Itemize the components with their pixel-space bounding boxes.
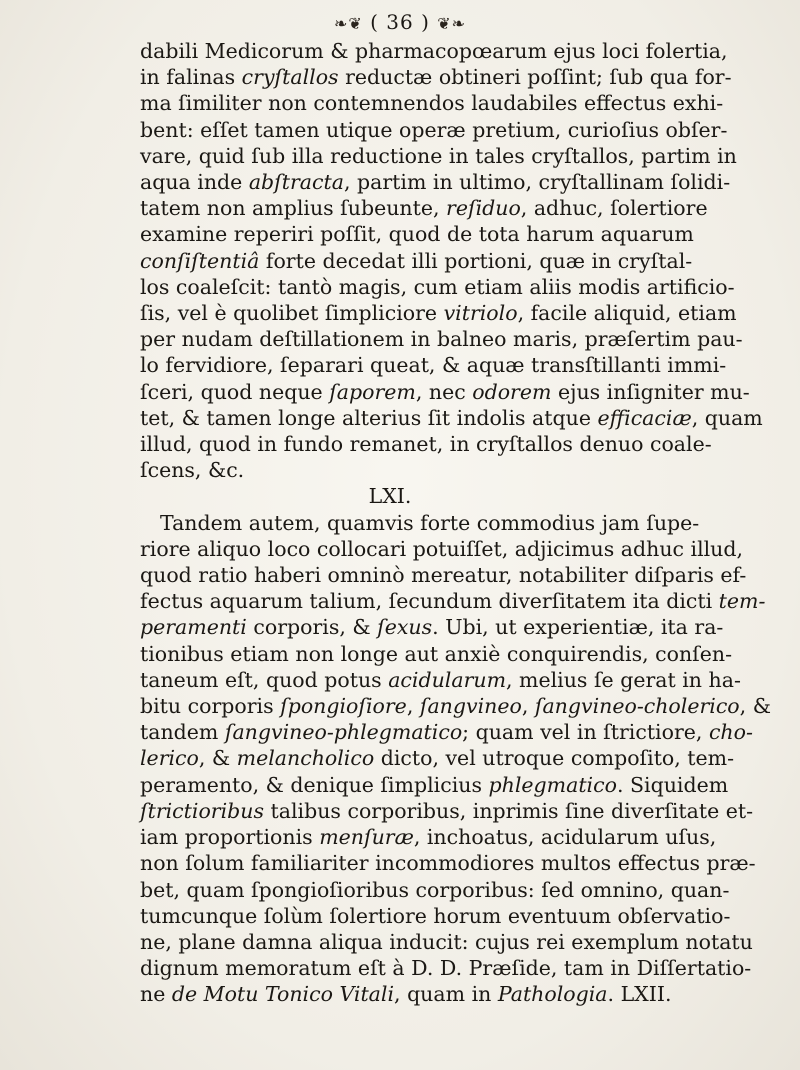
ornament-left-icon: ❧❦	[333, 14, 363, 33]
italic-term: phlegmatico	[488, 772, 617, 797]
text-line: ſis, vel è quolibet ſimpliciore vitriolo, facile aliquid, etiam	[140, 301, 737, 326]
text-line: ſceri, quod neque ſaporem, nec odorem ejus inſigniter mu-	[140, 379, 750, 404]
page-number: ( 36 )	[370, 10, 430, 34]
text-line: ma ſimiliter non contemnendos laudabiles effectus exhi-	[140, 91, 724, 116]
italic-term: de Motu Tonico Vitali	[171, 982, 395, 1007]
text-line: illud, quod in fundo remanet, in cryſtallos denuo coale-	[140, 432, 712, 457]
text-line: tumcunque ſolùm ſolertiore horum eventuum obſervatio-	[140, 903, 731, 928]
italic-term: odorem	[472, 379, 552, 404]
italic-term: efficaciæ	[597, 405, 692, 430]
text-line: taneum eſt, quod potus acidularum, melius ſe gerat in ha-	[140, 667, 741, 692]
ornament-right-icon: ❦❧	[437, 14, 467, 33]
italic-term: tem-	[718, 589, 766, 614]
page-header	[0, 10, 800, 34]
italic-term: ſangvineo-phlegmatico	[224, 720, 463, 745]
italic-term: lerico	[140, 746, 199, 771]
text-line: dabili Medicorum & pharmacopœarum ejus loci folertia,	[140, 39, 728, 63]
paragraph-1	[140, 38, 763, 483]
body-text	[140, 38, 771, 1008]
text-line: ſtrictioribus talibus corporibus, inprimis ſine diverſitate et-	[140, 798, 754, 823]
text-line: riore aliquo loco collocari potuiſſet, adjicimus adhuc illud,	[140, 536, 744, 561]
italic-term: acidularum	[388, 667, 507, 692]
italic-term: melancholico	[236, 746, 375, 771]
text-line: dignum memoratum eſt à D. D. Præſide, tam in Diſſertatio-	[140, 956, 752, 981]
text-line: lerico, & melancholico dicto, vel utroque compoſito, tem-	[140, 746, 735, 771]
italic-term: ſtrictioribus	[140, 798, 265, 823]
italic-term: ſpongioſiore	[280, 694, 407, 719]
text-line: conſiſtentiâ forte decedat illi portioni, quæ in cryſtal-	[140, 248, 693, 273]
paragraph-2	[140, 510, 771, 1008]
italic-term: ſexus	[377, 615, 433, 640]
text-line: non ſolum familiariter incommodiores multos effectus præ-	[140, 851, 756, 876]
text-line: Tandem autem, quamvis forte commodius jam ſupe-	[160, 510, 700, 535]
text-line: lo fervidiore, ſeparari queat, & aquæ transſtillanti immi-	[140, 353, 727, 378]
italic-term: menſuræ	[319, 825, 414, 850]
text-line: ſcens, &c.	[140, 458, 245, 483]
text-line: los coaleſcit: tantò magis, cum etiam aliis modis artificio-	[140, 274, 735, 299]
text-line: in falinas cryſtallos reductæ obtineri poſſint; ſub qua for-	[140, 65, 732, 90]
text-line: quod ratio haberi omninò mereatur, notabiliter diſparis ef-	[140, 563, 747, 588]
italic-term: cryſtallos	[241, 65, 339, 90]
section-number: LXI.	[368, 484, 412, 509]
text-line: examine reperiri poſſit, quod de tota harum aquarum	[140, 222, 694, 247]
italic-term: conſiſtentiâ	[140, 248, 260, 273]
text-line: peramento, & denique ſimplicius phlegmatico. Siquidem	[140, 772, 729, 797]
text-line: tet, & tamen longe alterius ſit indolis atque efficaciæ, quam	[140, 405, 763, 430]
italic-term: peramenti	[140, 615, 247, 640]
text-line: bent: eſſet tamen utique operæ pretium, curioſius obſer-	[140, 117, 728, 142]
text-line: iam proportionis menſuræ, inchoatus, acidularum uſus,	[140, 825, 717, 850]
text-line: peramenti corporis, & ſexus. Ubi, ut experientiæ, ita ra-	[140, 615, 724, 640]
italic-term: ſangvineo-cholerico	[534, 694, 740, 719]
text-line: aqua inde abſtracta, partim in ultimo, cryſtallinam ſolidi-	[140, 170, 731, 195]
text-line: tionibus etiam non longe aut anxiè conquirendis, conſen-	[140, 641, 733, 666]
text-line: per nudam deſtillationem in balneo maris, præſertim pau-	[140, 327, 743, 352]
text-line: vare, quid ſub illa reductione in tales cryſtallos, partim in	[140, 143, 737, 168]
text-line: ne, plane damna aliqua inducit: cujus rei exemplum notatu	[140, 929, 753, 954]
italic-term: vitriolo	[443, 301, 518, 326]
text-line: bitu corporis ſpongioſiore, ſangvineo, ſangvineo-cholerico, &	[140, 694, 771, 719]
text-line: tatem non amplius ſubeunte, reſiduo, adhuc, ſolertiore	[140, 196, 708, 221]
text-line: bet, quam ſpongioſioribus corporibus: ſed omnino, quan-	[140, 877, 730, 902]
italic-term: reſiduo	[446, 196, 521, 221]
italic-term: ſangvineo	[419, 694, 522, 719]
text-line: fectus aquarum talium, ſecundum diverſitatem ita dicti tem-	[140, 589, 766, 614]
italic-term: abſtracta	[248, 170, 344, 195]
text-line: tandem ſangvineo-phlegmatico; quam vel in ſtrictiore, cho-	[140, 720, 753, 745]
italic-term: ſaporem	[329, 379, 416, 404]
italic-term: cho-	[708, 720, 753, 745]
italic-term: Pathologia	[497, 982, 608, 1007]
text-line: ne de Motu Tonico Vitali, quam in Pathologia. LXII.	[140, 982, 672, 1007]
